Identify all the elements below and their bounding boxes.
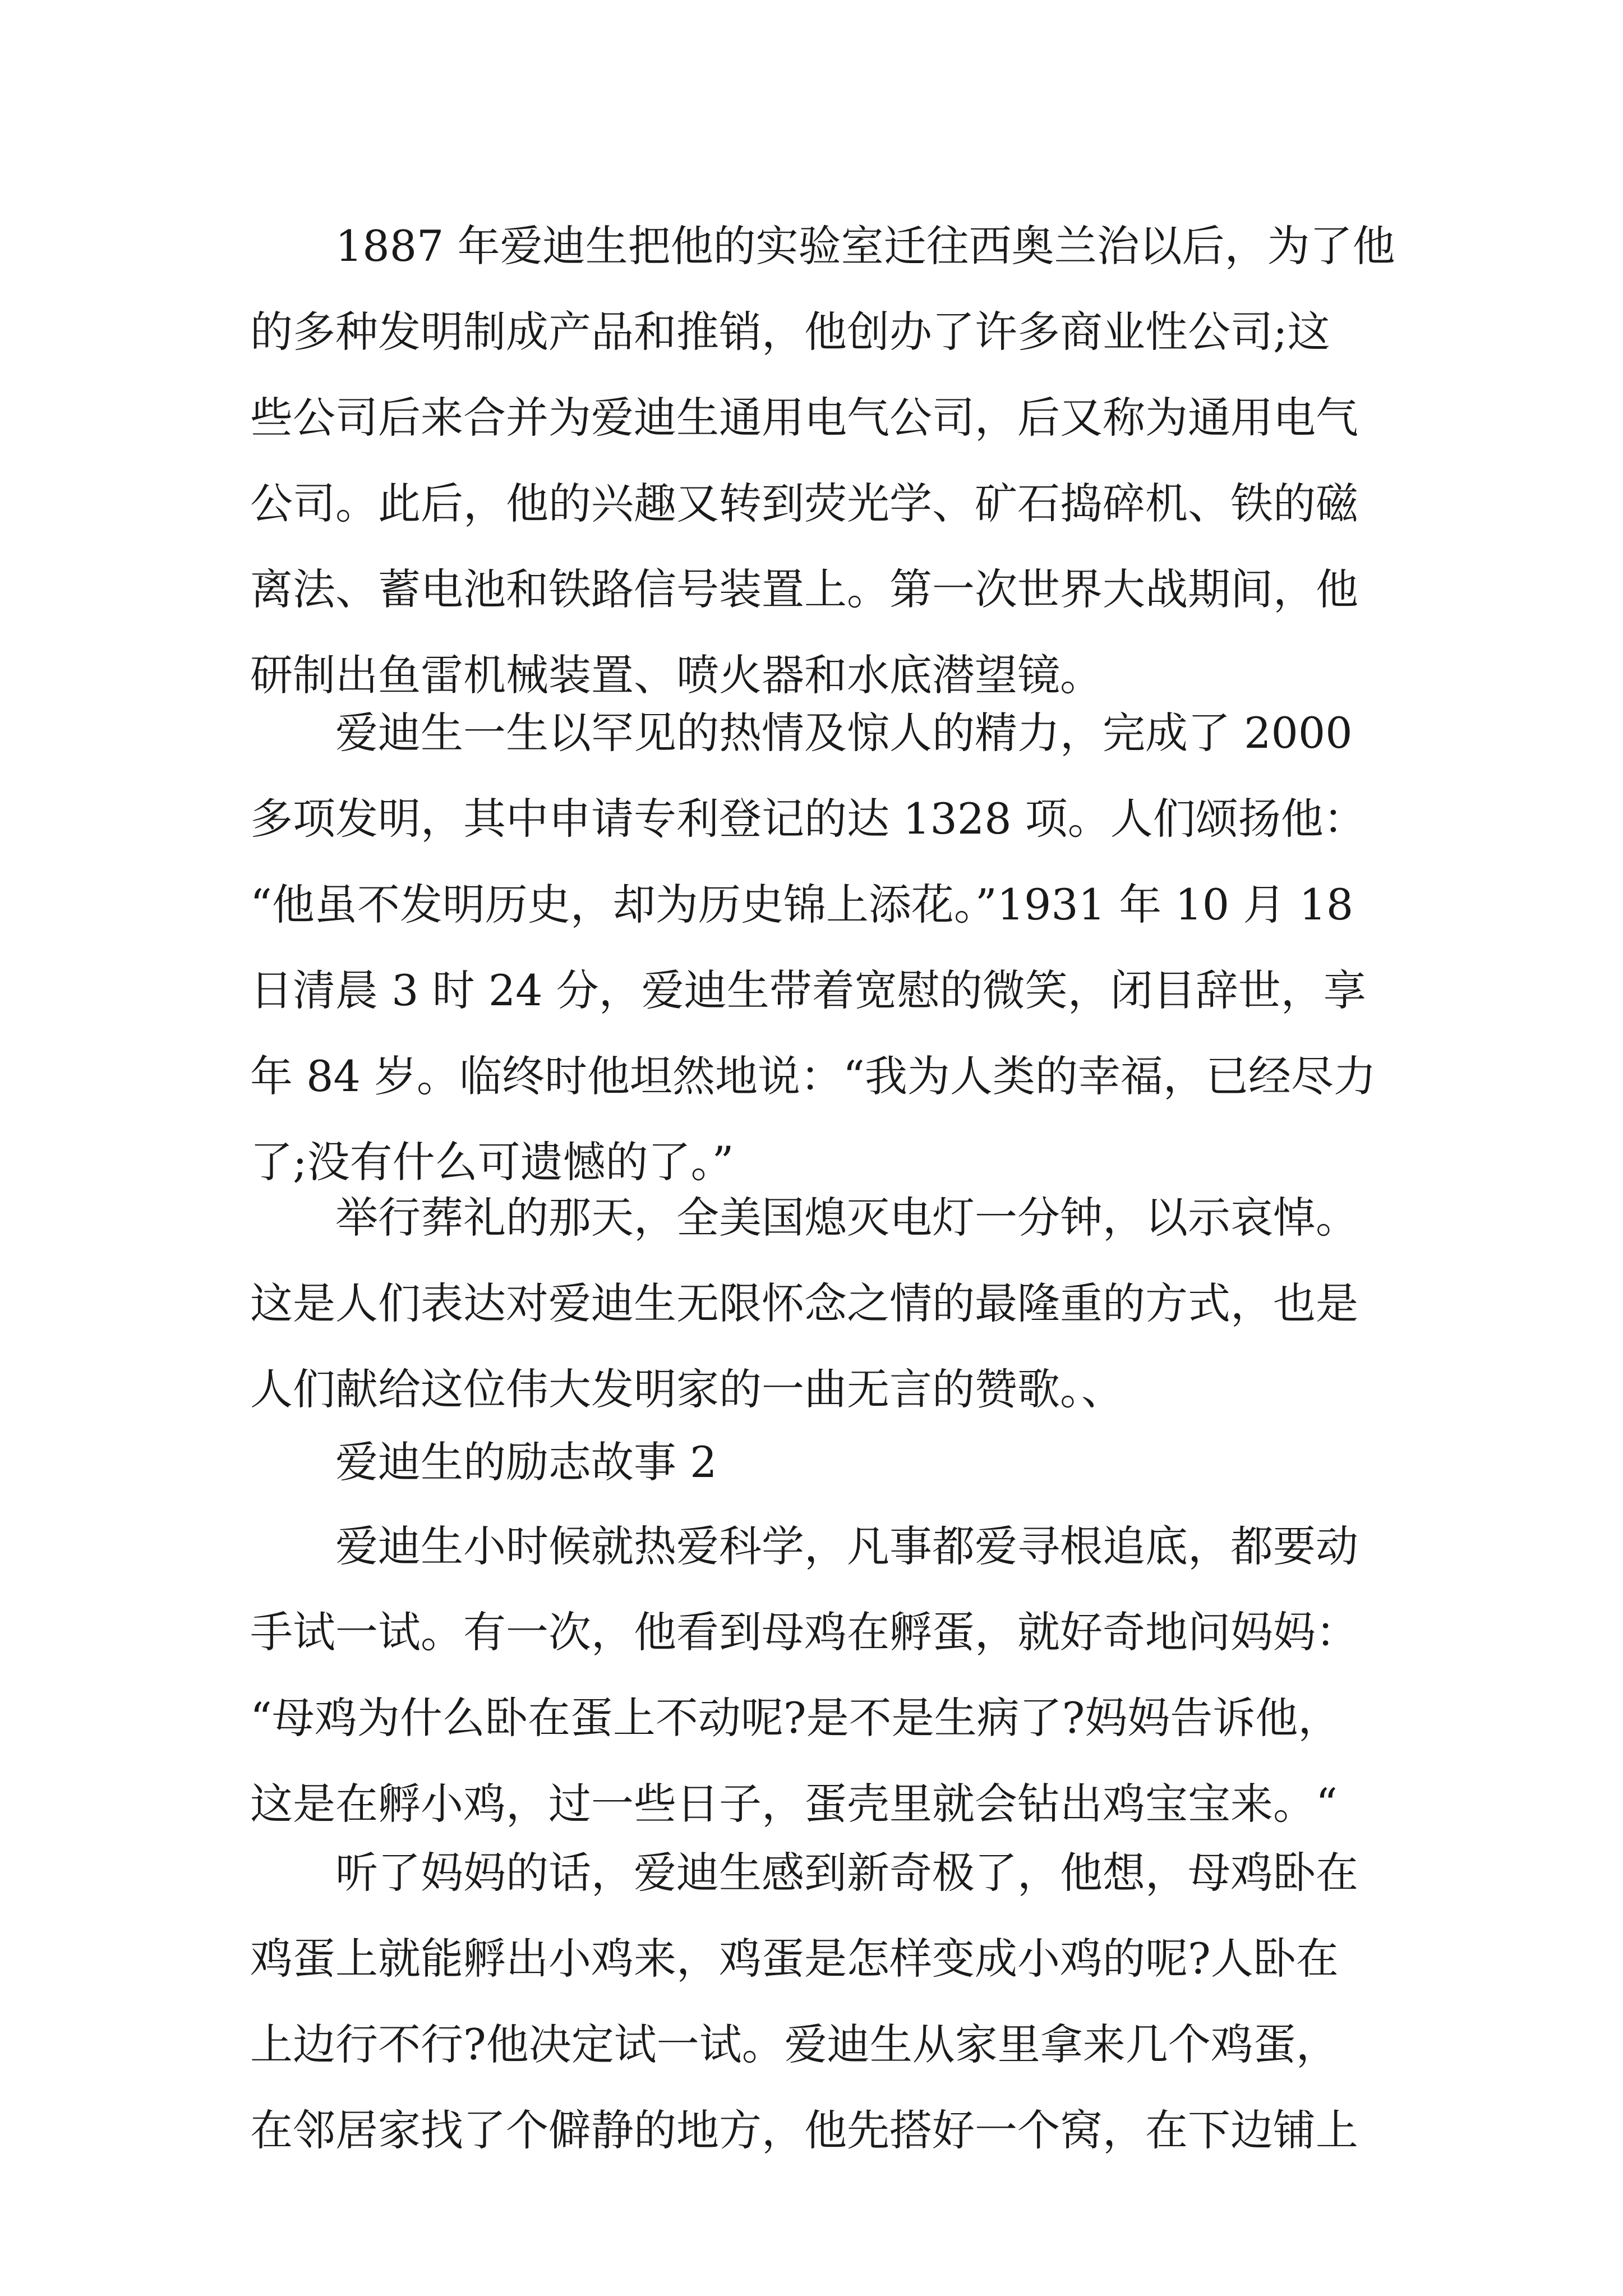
- paragraph-line: 爱迪生小时候就热爱科学，凡事都爱寻根追底，都要动: [335, 1521, 1358, 1571]
- paragraph-line: “母鸡为什么卧在蛋上不动呢?是不是生病了?妈妈告诉他，: [250, 1693, 1341, 1743]
- paragraph-line: 这是人们表达对爱迪生无限怀念之情的最隆重的方式，也是: [250, 1278, 1358, 1328]
- paragraph-line: 听了妈妈的话，爱迪生感到新奇极了，他想，母鸡卧在: [335, 1848, 1358, 1898]
- paragraph-line: “他虽不发明历史，却为历史锦上添花。”1931 年 10 月 18: [250, 880, 1354, 930]
- paragraph-line: 上边行不行?他决定试一试。爱迪生从家里拿来几个鸡蛋，: [250, 2019, 1339, 2069]
- section-heading: [250, 1419, 1383, 1505]
- paragraph-line: 日清晨 3 时 24 分，爱迪生带着宽慰的微笑，闭目辞世，享: [250, 965, 1366, 1015]
- paragraph-line: 举行葬礼的那天，全美国熄灭电灯一分钟，以示哀悼。: [335, 1193, 1358, 1243]
- paragraph-line: 些公司后来合并为爱迪生通用电气公司，后又称为通用电气: [250, 393, 1358, 443]
- paragraph-line: 年 84 岁。临终时他坦然地说：“我为人类的幸福，已经尽力: [250, 1051, 1376, 1101]
- paragraph-6: [250, 1830, 1383, 2173]
- paragraph-line: 研制出鱼雷机械装置、喷火器和水底潜望镜。: [250, 650, 1103, 700]
- paragraph-line: 了;没有什么可遗憾的了。”: [250, 1137, 734, 1187]
- paragraph-1: [250, 203, 1395, 718]
- paragraph-line: 多项发明，其中申请专利登记的达 1328 项。人们颂扬他：: [250, 794, 1366, 844]
- paragraph-line: 这是在孵小鸡，过一些日子，蛋壳里就会钻出鸡宝宝来。“: [250, 1779, 1338, 1829]
- paragraph-line: 的多种发明制成产品和推销，他创办了许多商业性公司;这: [250, 307, 1330, 357]
- paragraph-line: 公司。此后，他的兴趣又转到荧光学、矿石捣碎机、铁的磁: [250, 478, 1358, 528]
- paragraph-line: 鸡蛋上就能孵出小鸡来，鸡蛋是怎样变成小鸡的呢?人卧在: [250, 1934, 1339, 1984]
- section-title: 爱迪生的励志故事 2: [335, 1437, 717, 1487]
- paragraph-line: 在邻居家找了个僻静的地方，他先搭好一个窝，在下边铺上: [250, 2105, 1358, 2155]
- paragraph-line: 手试一试。有一次，他看到母鸡在孵蛋，就好奇地问妈妈：: [250, 1607, 1358, 1657]
- paragraph-5: [250, 1503, 1383, 1847]
- paragraph-line: 人们献给这位伟大发明家的一曲无言的赞歌。、: [250, 1364, 1124, 1414]
- paragraph-line: 离法、蓄电池和铁路信号装置上。第一次世界大战期间，他: [250, 564, 1358, 614]
- paragraph-2: [250, 690, 1383, 1205]
- paragraph-line: 1887 年爱迪生把他的实验室迁往西奥兰治以后，为了他: [335, 221, 1395, 271]
- paragraph-line: 爱迪生一生以罕见的热情及惊人的精力，完成了 2000: [335, 708, 1353, 758]
- paragraph-3: [250, 1175, 1383, 1432]
